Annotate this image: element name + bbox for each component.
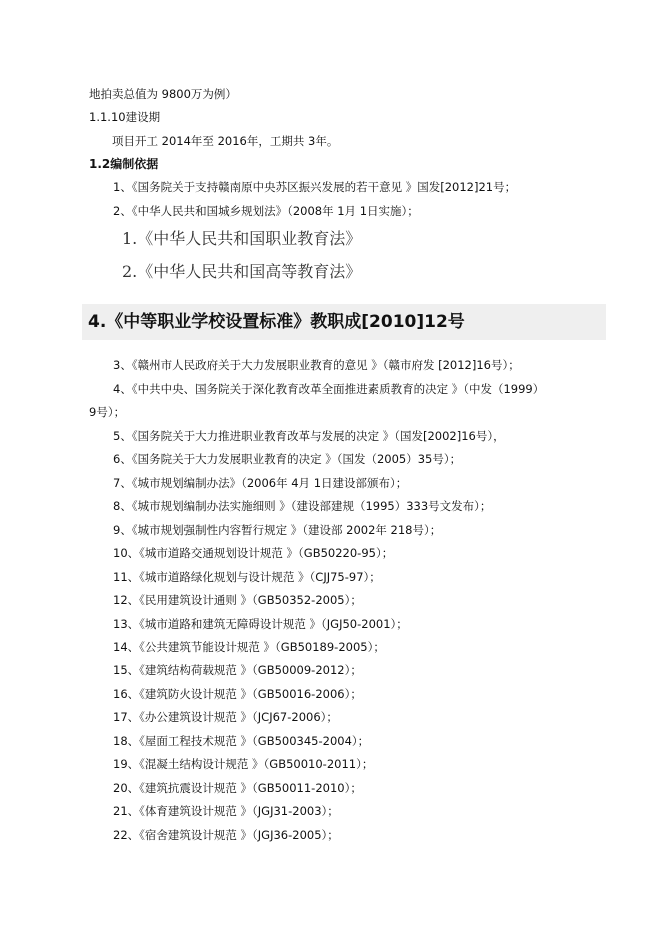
list-item: 11、《城市道路绿化规划与设计规范 》（CJJ75-97）； <box>113 570 381 584</box>
list-item: 14、《公共建筑节能设计规范 》（GB50189-2005）； <box>113 640 385 654</box>
list-item: 8、《城市规划编制办法实施细则 》（建设部建规（1995）333号文发布）； <box>113 499 492 513</box>
list-item: 12、《民用建筑设计通则 》（GB50352-2005）； <box>113 593 362 607</box>
heading-band <box>82 304 606 340</box>
list-item: 22、《宿舍建筑设计规范 》（JGJ36-2005）； <box>113 828 339 842</box>
list-item: 10、《城市道路交通规划设计规范 》（GB50220-95）； <box>113 546 394 560</box>
list-item: 20、《建筑抗震设计规范 》（GB50011-2010）； <box>113 781 362 795</box>
large-list-item: 1.《中华人民共和国职业教育法》 <box>122 229 362 248</box>
list-item: 3、《赣州市人民政府关于大力发展职业教育的意见 》（赣市府发 [2012]16号）； <box>113 358 520 372</box>
list-item: 18、《屋面工程技术规范 》（GB500345-2004）； <box>113 734 370 748</box>
list-item: 9、《城市规划强制性内容暂行规定 》（建设部 2002年 218号）； <box>113 523 442 537</box>
text-line: 地拍卖总值为 9800万为例） <box>89 87 237 101</box>
list-item: 15、《建筑结构荷载规范 》（GB50009-2012）； <box>113 663 362 677</box>
list-item: 19、《混凝土结构设计规范 》（GB50010-2011）； <box>113 757 374 771</box>
list-item: 6、《国务院关于大力发展职业教育的决定 》（国发（2005）35号）； <box>113 452 462 466</box>
text-line: 项目开工 2014年至 2016年，工期共 3年。 <box>112 134 339 148</box>
list-item: 21、《体育建筑设计规范 》（JGJ31-2003）； <box>113 804 339 818</box>
list-item: 13、《城市道路和建筑无障碍设计规范 》（JGJ50-2001）； <box>113 617 408 631</box>
large-list-item: 2.《中华人民共和国高等教育法》 <box>122 262 362 281</box>
list-item: 16、《建筑防火设计规范 》（GB50016-2006）； <box>113 687 362 701</box>
list-item: 1、《国务院关于支持赣南原中央苏区振兴发展的若干意见 》国发[2012]21号； <box>113 180 517 194</box>
list-item: 17、《办公建筑设计规范 》（JCJ67-2006）； <box>113 710 338 724</box>
list-item-continuation: 9号）； <box>89 405 126 419</box>
list-item: 2、《中华人民共和国城乡规划法》（2008年 1月 1日实施）； <box>113 204 419 218</box>
list-item: 7、《城市规划编制办法》（2006年 4月 1日建设部颁布）； <box>113 476 408 490</box>
section-heading: 1.2编制依据 <box>89 157 159 171</box>
list-item: 4、《中共中央、国务院关于深化教育改革全面推进素质教育的决定 》（中发（1999） <box>113 382 545 396</box>
list-item: 5、《国务院关于大力推进职业教育改革与发展的决定 》（国发[2002]16号）， <box>113 429 505 443</box>
section-number-line: 1.1.10建设期 <box>89 110 161 124</box>
heading-title: 4.《中等职业学校设置标准》教职成[2010]12号 <box>88 312 465 332</box>
